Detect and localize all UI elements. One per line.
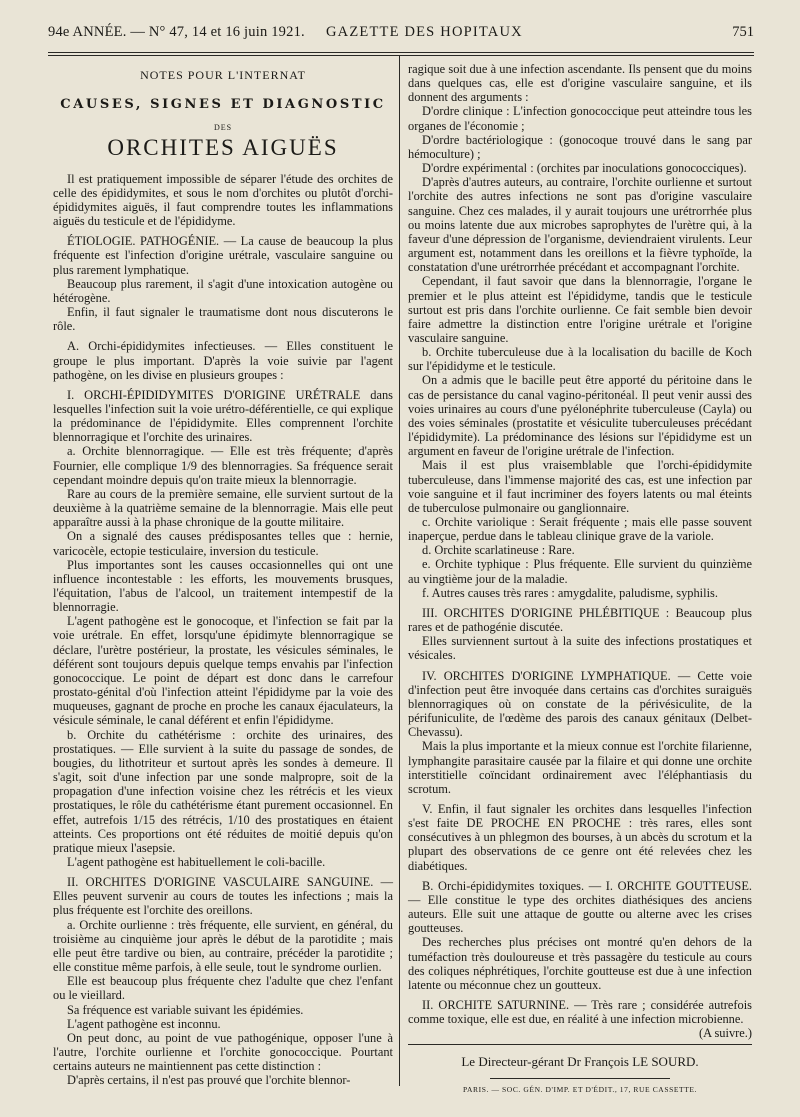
paragraph: Cependant, il faut savoir que dans la blennorragie, l'organe le premier et le plus atteint est l'épididyme, tandis que le testicule surtout est pris dans l'orchite ourlienne. Ce fait semble bien devoir faire admettre la distinction entre l'origine urétrale et l'origine vasculaire sanguine.	[408, 274, 752, 345]
paragraph: Elles surviennent surtout à la suite des infections prostatiques et vésicales.	[408, 634, 752, 663]
journal-title: GAZETTE DES HOPITAUX	[326, 24, 523, 40]
to-be-continued: (A suivre.)	[699, 1026, 752, 1041]
page-number: 751	[732, 24, 754, 40]
paragraph: On a signalé des causes prédisposantes telles que : hernie, varicocèle, ectopie testiculaire, inversion du testicule.	[53, 529, 393, 558]
paragraph: D'ordre bactériologique : (gonocoque trouvé dans le sang par hémoculture) ;	[408, 132, 752, 161]
paragraph-group-i: I. ORCHI-ÉPIDIDYMITES D'ORIGINE URÉTRALE dans lesquelles l'infection suit la voie urétro-déférentielle, ce qui explique la prédominance de l'épididymite. Elles comprennent l'orchite blennorragique et l'orchite des urinaires.	[53, 387, 393, 445]
paragraph-section-b: B. Orchi-épididymites toxiques. — I. ORCHITE GOUTTEUSE. — Elle constitue le type des orchites diathésiques des anciens auteurs. Elle suit une attaque de goutte ou alterne avec les crises goutteuses.	[408, 878, 752, 936]
paragraph: Rare au cours de la première semaine, elle survient surtout de la deuxième à la quatrième semaine de la blennorragie. Mais elle peut apparaître aussi à la phase chronique de la goutte militaire.	[53, 486, 393, 530]
paragraph: D'après d'autres auteurs, au contraire, l'orchite ourlienne et surtout l'orchite des autres infections ne sont pas d'origine vasculaire sanguine. Chez ces malades, il y aurait toujours une urétrorrhée plus ou moins latente due aux microbes saprophytes de l'urètre qui, à la faveur d'une dépression de l'organisme, deviendraient virulents. Leur argument est, notamment dans les oreillons et la fièvre typhoïde, la constatation d'une urétrorrhée précédant et accompagnant l'orchite.	[408, 175, 752, 275]
paragraph: Enfin, il faut signaler le traumatisme dont nous discuterons le rôle.	[53, 305, 393, 334]
paragraph-saturnine: II. ORCHITE SATURNINE. — Très rare ; considérée autrefois comme toxique, elle est due, en réalité à une infection microbienne.	[408, 998, 752, 1027]
column-divider	[399, 56, 400, 1086]
paragraph-etiologie: ÉTIOLOGIE. PATHOGÉNIE. — La cause de beaucoup la plus fréquente est l'infection d'origine urétrale, vasculaire sanguine ou plus rarement lymphatique.	[53, 234, 393, 277]
paragraph: Des recherches plus précises ont montré qu'en dehors de la tuméfaction très douloureuse et très passagère du testicule au cours des coliques néphrétiques, l'orchite goutteuse est due à une infection latente ou méconnue chez un goutteux.	[408, 935, 752, 992]
paragraph-group-v: V. Enfin, il faut signaler les orchites dans lesquelles l'infection s'est faite DE PROCHE EN PROCHE : très rares, elles sont consécutives à un phlegmon des bourses, à un abcès du scrotum et la plupart des observations de ce genre ont été relevées chez les diabétiques.	[408, 801, 752, 873]
paragraph: Sa fréquence est variable suivant les épidémies.	[67, 1002, 304, 1017]
paragraph: Mais la plus importante et la mieux connue est l'orchite filarienne, lymphangite parasitaire causée par la filaire et qui donne une orchite interstitielle coïncidant ordinairement avec l'éléphantiasis du scrotum.	[408, 739, 752, 796]
paragraph: f. Autres causes très rares : amygdalite, paludisme, syphilis.	[422, 585, 718, 600]
article-title: ORCHITES AIGUËS	[107, 135, 339, 161]
paragraph-group-iii: III. ORCHITES D'ORIGINE PHLÉBITIQUE : Beaucoup plus rares et de pathogénie discutée.	[408, 605, 752, 635]
article-title-line1: CAUSES, SIGNES ET DIAGNOSTIC	[60, 97, 386, 113]
header-rule-2	[48, 55, 754, 56]
left-column	[53, 62, 393, 1087]
paragraph: L'agent pathogène est inconnu.	[67, 1016, 221, 1031]
article-title-des: DES	[213, 123, 233, 133]
paragraph: On peut donc, au point de vue pathogénique, opposer l'une à l'autre, l'orchite ourlienne et l'orchite gonococcique. Pourtant certains auteurs ne maintiennent pas cette distinction :	[53, 1030, 393, 1074]
paragraph: D'ordre expérimental : (orchites par inoculations gonococciques).	[422, 161, 747, 176]
footer-rule	[408, 1044, 752, 1045]
paragraph: Mais il est plus vraisemblable que l'orchi-épididymite tuberculeuse, dans l'immense majorité des cas, est une infection par voie sanguine et il faut incriminer des foyers latents ou mal éteints de tuberculose pulmonaire ou ganglionnaire.	[408, 458, 752, 515]
paragraph: Plus importantes sont les causes occasionnelles qui ont une influence incontestable : les efforts, les mouvements brusques, l'équitation, l'abus de l'alcool, un traitement intempestif de la blennorragie.	[53, 557, 393, 615]
right-column	[408, 62, 752, 1097]
paragraph: b. Orchite tuberculeuse due à la localisation du bacille de Koch sur l'épididyme et le testicule.	[408, 345, 752, 374]
paragraph: ragique soit due à une infection ascendante. Ils pensent que du moins dans quelques cas, elle est d'origine vasculaire sanguine, et ils donnent des arguments :	[408, 62, 752, 105]
signature: Le Directeur-gérant Dr François LE SOURD.	[461, 1054, 699, 1070]
running-header	[48, 24, 754, 44]
paragraph: b. Orchite du cathétérisme : orchite des urinaires, des prostatiques. — Elle survient à la suite du passage de sondes, de bougies, du lithotriteur et surtout après les sondes à demeure. Il s'agit, soit d'une infection par une sonde malpropre, soit de la propagation d'une infection voisine chez les rétrécis et les vieux prostatiques, le rôle du cathétérisme étant purement occasionnel. En effet, autrefois 1/15 des rétrécis, 1/10 des prostatiques en étaient atteints. Ces proportions ont été réduites de moitié depuis qu'on pratique mieux l'asepsie.	[53, 727, 393, 855]
paragraph: d. Orchite scarlatineuse : Rare.	[422, 543, 575, 558]
paragraph: On a admis que le bacille peut être apporté du péritoine dans le cas de persistance du canal vagino-péritonéal. Il peut venir aussi des voies urinaires au cours d'une pyélonéphrite tuberculeuse (Cayla) ou des voies séminales (prostatite et vésiculite tuberculeuses précédant l'épididymite). La prédominance des lésions sur l'épididyme est un argument en faveur de l'origine urétrale de l'infection.	[408, 373, 752, 459]
header-rule	[48, 52, 754, 53]
paragraph: c. Orchite variolique : Serait fréquente ; mais elle passe souvent inaperçue, perdue dans le tableau clinique grave de la variole.	[408, 515, 752, 544]
paragraph: Il est pratiquement impossible de séparer l'étude des orchites de celle des épididymites, et sous le nom d'orchites ou plutôt d'orchi-épididymites aiguës, il faut comprendre toutes les inflammations aiguës du testicule et de l'épididyme.	[53, 171, 393, 229]
paragraph: e. Orchite typhique : Plus fréquente. Elle survient du quinzième au vingtième jour de la maladie.	[408, 557, 752, 586]
paragraph: a. Orchite ourlienne : très fréquente, elle survient, en général, du troisième au cinquième jour après le début de la parotidite ; mais elle peut être tardive ou bien, au contraire, précéder la parotidite ; elle constitue même parfois, à elle seule, tout le syndrome ourlien.	[53, 917, 393, 975]
paragraph: D'ordre clinique : L'infection gonococcique peut atteindre tous les organes de l'économie ;	[408, 104, 752, 133]
printer-imprint: PARIS. — SOC. GÉN. D'IMP. ET D'ÉDIT., 17, RUE CASSETTE.	[462, 1084, 698, 1094]
paragraph: a. Orchite blennorragique. — Elle est très fréquente; d'après Fournier, elle complique 1/9 des blennorragies. Sa fréquence serait cependant moindre depuis qu'on traite mieux la blennorragie.	[53, 444, 393, 487]
issue-info: 94e ANNÉE. — N° 47, 14 et 16 juin 1921.	[48, 24, 305, 40]
paragraph-group-iv: IV. ORCHITES D'ORIGINE LYMPHATIQUE. — Cette voie d'infection peut être invoquée dans certains cas d'orchites suraiguës blennorragiques où on constate de la périvésiculite, de la périfuniculite, de l'œdème des parois des canaux génitaux (Delbet-Chevassu).	[408, 668, 752, 740]
paragraph: L'agent pathogène est le gonocoque, et l'infection se fait par la voie urétrale. En effet, lorsqu'une épidimyte blennorragique se déclare, l'urètre postérieur, la prostate, les vésicules séminales, le déférent sont toujours depuis quelque temps envahis par l'infection gonococcique. Le point de départ est donc dans le carrefour prostato-génital d'où l'infection atteint l'épididyme par la voie des muqueuses, gagnant de proche en proche les canaux éjaculateurs, la vésicule séminale, le canal déférent et enfin l'épididyme.	[53, 614, 393, 728]
paragraph: D'après certains, il n'est pas prouvé que l'orchite blennor-	[67, 1073, 351, 1088]
paragraph: Elle est beaucoup plus fréquente chez l'adulte que chez l'enfant ou le vieillard.	[53, 974, 393, 1003]
footer-rule-short	[490, 1078, 670, 1079]
paragraph-section-a: A. Orchi-épididymites infectieuses. — Elles constituent le groupe le plus important. D'après la voie suivie par l'agent pathogène, on les divise en plusieurs groupes :	[53, 339, 393, 382]
paragraph: Beaucoup plus rarement, il s'agit d'une intoxication autogène ou hétérogène.	[53, 276, 393, 305]
paragraph-group-ii: II. ORCHITES D'ORIGINE VASCULAIRE SANGUINE. — Elles peuvent survenir au cours de toutes les infections ; mais la plus fréquente est l'orchite des oreillons.	[53, 875, 393, 918]
paragraph: L'agent pathogène est habituellement le coli-bacille.	[67, 854, 326, 869]
section-kicker: NOTES POUR L'INTERNAT	[140, 68, 306, 82]
